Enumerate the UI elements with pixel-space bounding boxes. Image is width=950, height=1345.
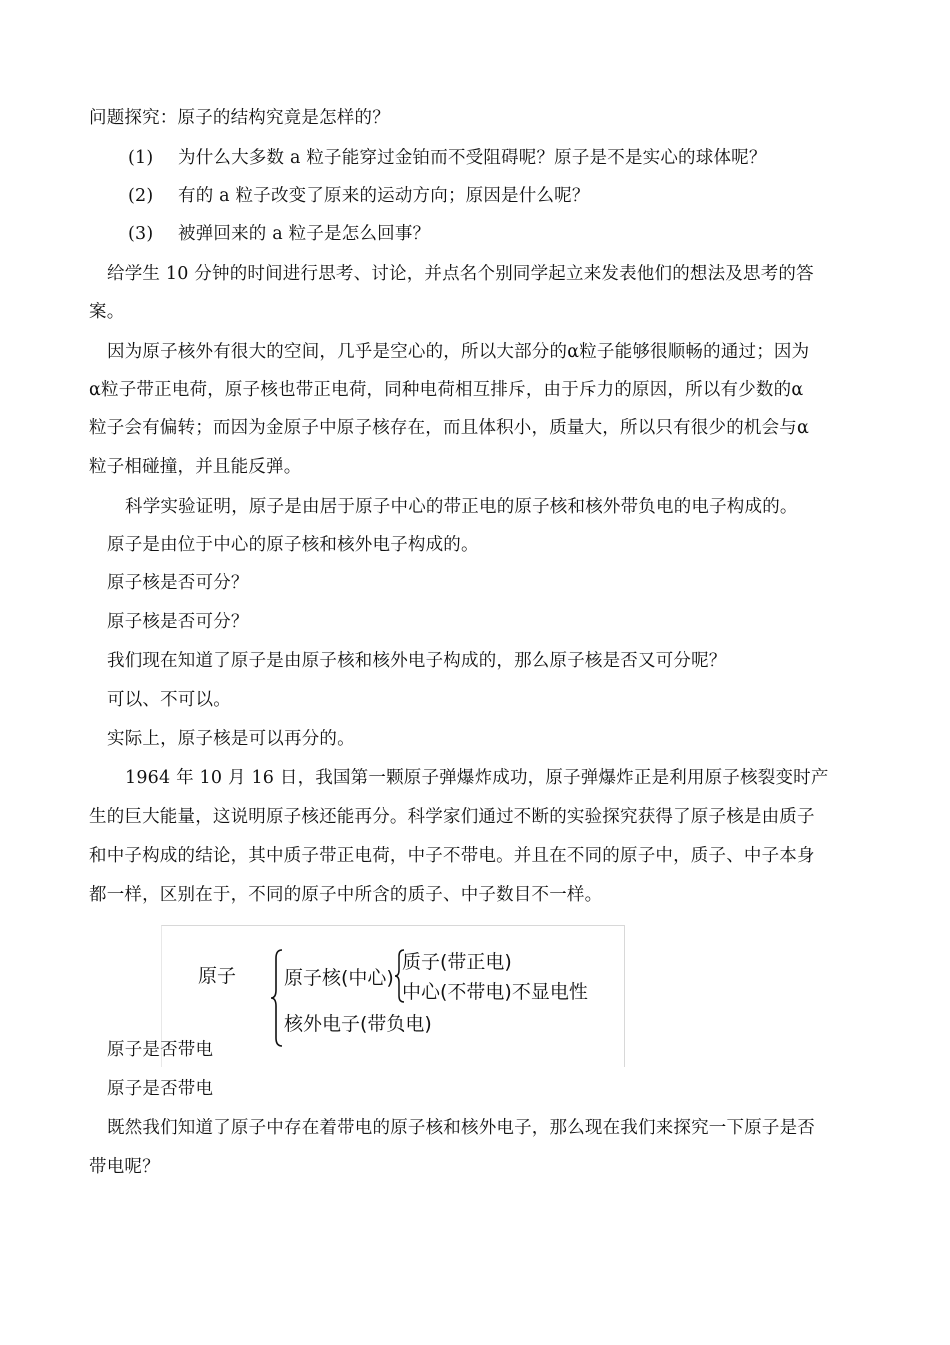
paragraph-line: 案。	[89, 302, 125, 322]
paragraph-line: 原子是由位于中心的原子核和核外电子构成的。	[107, 535, 479, 555]
atom-structure-diagram	[161, 925, 625, 1067]
paragraph-line: 因为原子核外有很大的空间，几乎是空心的，所以大部分的α粒子能够很顺畅的通过；因为	[107, 342, 810, 362]
paragraph-line: 原子是否带电	[107, 1079, 214, 1099]
paragraph-line: 原子核是否可分？	[107, 573, 249, 593]
question-item-3	[128, 222, 430, 246]
paragraph-line: 我们现在知道了原子是由原子核和核外电子构成的，那么原子核是否又可分呢？	[107, 651, 727, 671]
paragraph-line: 粒子相碰撞，并且能反弹。	[89, 457, 302, 477]
paragraph-line: 实际上，原子核是可以再分的。	[107, 729, 355, 749]
diagram-neutron-label: 中心(不带电)不显电性	[402, 981, 588, 1003]
question-text: 为什么大多数 a 粒子能穿过金铂而不受阻碍呢？原子是不是实心的球体呢？	[178, 148, 767, 168]
question-text: 有的 a 粒子改变了原来的运动方向；原因是什么呢？	[178, 186, 590, 206]
diagram-electron-label: 核外电子(带负电)	[284, 1013, 432, 1035]
question-item-1	[128, 146, 767, 170]
diagram-proton-label: 质子(带正电)	[402, 951, 512, 973]
paragraph-line: 既然我们知道了原子中存在着带电的原子核和核外电子，那么现在我们来探究一下原子是否	[107, 1118, 815, 1138]
left-brace-icon	[270, 948, 284, 1048]
question-item-2	[128, 184, 590, 208]
paragraph-line: 生的巨大能量，这说明原子核还能再分。科学家们通过不断的实验探究获得了原子核是由质子	[89, 807, 815, 827]
paragraph-line: 带电呢？	[89, 1157, 160, 1177]
question-text: 被弹回来的 a 粒子是怎么回事？	[178, 224, 431, 244]
paragraph-line: 给学生 10 分钟的时间进行思考、讨论，并点名个别同学起立来发表他们的想法及思考的答	[107, 264, 814, 284]
question-number: (3)	[128, 224, 154, 244]
diagram-atom-label: 原子	[198, 965, 237, 987]
paragraph-line: 原子是否带电	[107, 1040, 214, 1060]
question-number: (1)	[128, 148, 154, 168]
paragraph-line: 粒子会有偏转；而因为金原子中原子核存在，而且体积小，质量大，所以只有很少的机会与α	[89, 418, 810, 438]
paragraph-line: 1964 年 10 月 16 日，我国第一颗原子弹爆炸成功，原子弹爆炸正是利用原子核裂变时产	[125, 768, 829, 788]
paragraph-line: 都一样，区别在于，不同的原子中所含的质子、中子数目不一样。	[89, 885, 603, 905]
paragraph-line: α粒子带正电荷，原子核也带正电荷，同种电荷相互排斥，由于斥力的原因，所以有少数的α	[89, 380, 804, 400]
paragraph-line: 原子核是否可分？	[107, 612, 249, 632]
paragraph-line: 和中子构成的结论，其中质子带正电荷，中子不带电。并且在不同的原子中，质子、中子本身	[89, 846, 815, 866]
paragraph-line: 科学实验证明，原子是由居于原子中心的带正电的原子核和核外带负电的电子构成的。	[125, 497, 798, 517]
heading-question-explore: 问题探究：原子的结构究竟是怎样的？	[89, 108, 390, 128]
diagram-nucleus-label: 原子核(中心)	[284, 967, 394, 989]
paragraph-line: 可以、不可以。	[107, 690, 231, 710]
question-number: (2)	[128, 186, 154, 206]
